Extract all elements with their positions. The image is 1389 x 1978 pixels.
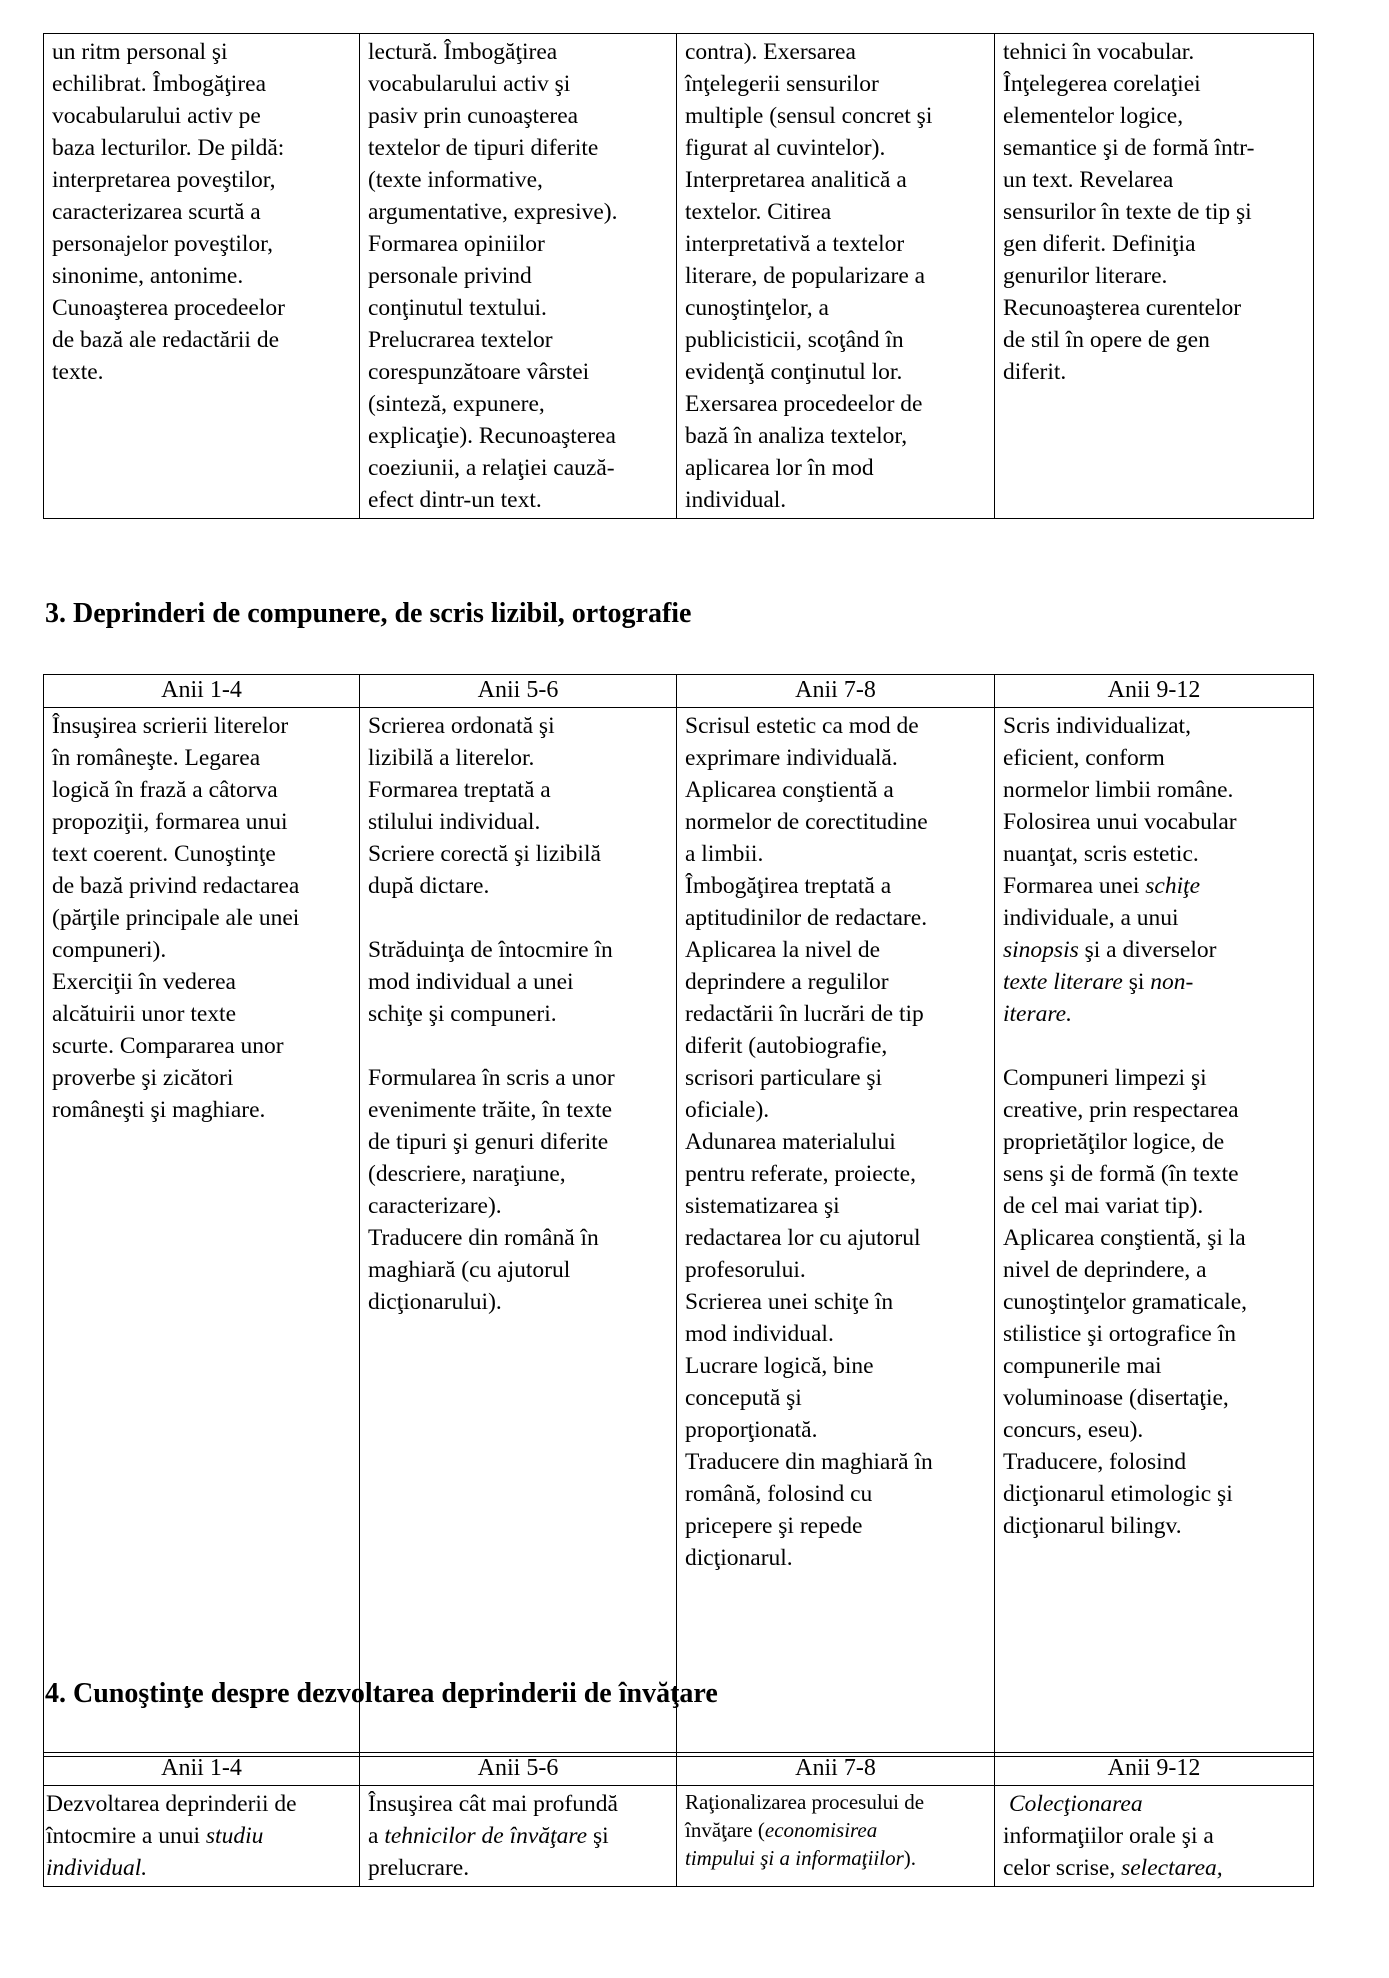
table-continuation	[43, 33, 1314, 519]
text-line: româneşti şi maghiare.	[52, 1097, 266, 1123]
text-line: dicţionarului).	[368, 1289, 502, 1315]
table-cell	[995, 708, 1314, 1757]
text-line: (sinteză, expunere,	[368, 391, 545, 417]
text-fragment: şi a diverselor	[1078, 937, 1217, 963]
text-line: Traducere din maghiară în	[685, 1449, 933, 1475]
table-cell	[995, 34, 1314, 519]
text-line: individual.	[685, 487, 787, 513]
text-line: pricepere şi repede	[685, 1513, 863, 1539]
text-line: Scrierea ordonată şi	[368, 713, 555, 739]
text-line: pasiv prin cunoaşterea	[368, 103, 579, 129]
text-line: Înţelegerea corelaţiei	[1003, 71, 1201, 97]
text-line: oficiale).	[685, 1097, 770, 1123]
text-line: Compuneri limpezi şi	[1003, 1065, 1207, 1091]
text-line: coeziunii, a relaţiei cauză-	[368, 455, 615, 481]
text-line: (părţile principale ale unei	[52, 905, 300, 931]
paragraph	[368, 710, 670, 902]
text-line: diferit.	[1003, 359, 1067, 385]
column-header: Anii 7-8	[677, 1753, 995, 1786]
text-line: de cel mai variat tip).	[1003, 1193, 1204, 1219]
text-line: Formarea opiniilor	[368, 231, 545, 257]
table-cell	[995, 1786, 1314, 1887]
text-line: personale privind	[368, 263, 532, 289]
table-cell	[360, 1786, 677, 1887]
text-line: dicţionarul bilingv.	[1003, 1513, 1182, 1539]
italic-term: selectarea,	[1121, 1855, 1223, 1881]
table-row	[44, 1786, 1314, 1887]
text-line: Traducere din română în	[368, 1225, 599, 1251]
text-line: texte.	[52, 359, 104, 385]
text-fragment: întocmire a unui	[46, 1823, 206, 1849]
text-line: caracterizare).	[368, 1193, 502, 1219]
text-line: scrisori particulare şi	[685, 1065, 883, 1091]
text-line: personajelor poveştilor,	[52, 231, 273, 257]
text-line	[1003, 870, 1307, 902]
text-line: elementelor logice,	[1003, 103, 1184, 129]
text-line: de bază ale redactării de	[52, 327, 280, 353]
column-header: Anii 7-8	[677, 675, 995, 708]
cell-text	[360, 708, 676, 1320]
text-line: normelor de corectitudine	[685, 809, 928, 835]
column-header: Anii 9-12	[995, 675, 1314, 708]
section-heading: 3. Deprinderi de compunere, de scris lizibil, ortografie	[45, 598, 692, 629]
text-line: dicţionarul.	[685, 1545, 793, 1571]
cell-text	[995, 34, 1313, 390]
table-header-row	[44, 675, 1314, 708]
text-line: Străduinţa de întocmire în	[368, 937, 613, 963]
text-line: pentru referate, proiecte,	[685, 1161, 916, 1187]
text-fragment: şi	[1122, 969, 1151, 995]
table-cell	[44, 1786, 360, 1887]
text-fragment: celor scrise,	[1003, 1855, 1122, 1881]
text-line: Adunarea materialului	[685, 1129, 896, 1155]
table-cell	[360, 708, 677, 1757]
text-line: tehnici în vocabular.	[1003, 39, 1195, 65]
text-line: compuneri).	[52, 937, 167, 963]
text-line: stilului individual.	[368, 809, 541, 835]
italic-term: individual.	[46, 1855, 148, 1881]
text-line: text coerent. Cunoştinţe	[52, 841, 276, 867]
table-section-3	[43, 674, 1314, 1757]
text-line: textelor. Citirea	[685, 199, 832, 225]
text-line	[1003, 1852, 1307, 1884]
text-line: profesorului.	[685, 1257, 806, 1283]
text-line: concurs, eseu).	[1003, 1417, 1144, 1443]
italic-term: economisirea	[764, 1818, 878, 1842]
text-line: eficient, conform	[1003, 745, 1165, 771]
italic-term: studiu	[205, 1823, 264, 1849]
text-line: română, folosind cu	[685, 1481, 873, 1507]
text-line: Dezvoltarea deprinderii de	[46, 1791, 297, 1817]
text-line: multiple (sensul concret şi	[685, 103, 933, 129]
text-line: conţinutul textului.	[368, 295, 547, 321]
text-line: un ritm personal şi	[52, 39, 228, 65]
text-line: compunerile mai	[1003, 1353, 1162, 1379]
cell-text	[677, 708, 994, 1576]
column-header: Anii 9-12	[995, 1753, 1314, 1786]
cell-text	[360, 1786, 676, 1886]
text-line: de stil în opere de gen	[1003, 327, 1210, 353]
text-line: de tipuri şi genuri diferite	[368, 1129, 609, 1155]
italic-term: sinopsis	[1003, 937, 1079, 963]
text-fragment: Formarea unei	[1003, 873, 1146, 899]
text-line: corespunzătoare vârstei	[368, 359, 590, 385]
text-line: lizibilă a literelor.	[368, 745, 535, 771]
text-line: vocabularului activ şi	[368, 71, 571, 97]
table-cell	[44, 34, 360, 519]
text-line: Formularea în scris a unor	[368, 1065, 615, 1091]
text-line: Folosirea unui vocabular	[1003, 809, 1237, 835]
text-line: Exerciţii în vederea	[52, 969, 236, 995]
text-line: creative, prin respectarea	[1003, 1097, 1239, 1123]
text-line: stilistice şi ortografice în	[1003, 1321, 1236, 1347]
text-line	[368, 1820, 670, 1852]
text-line: un text. Revelarea	[1003, 167, 1174, 193]
cell-text	[44, 1786, 359, 1886]
text-line: propoziţii, formarea unui	[52, 809, 288, 835]
text-line: sinonime, antonime.	[52, 263, 244, 289]
text-line: de bază privind redactarea	[52, 873, 300, 899]
text-line: evenimente trăite, în texte	[368, 1097, 613, 1123]
table-row	[44, 34, 1314, 519]
text-line: Scriere corectă şi lizibilă	[368, 841, 601, 867]
cell-text	[677, 1786, 994, 1874]
italic-term: iterare.	[1003, 1001, 1072, 1027]
table-cell	[44, 708, 360, 1757]
text-line: alcătuirii unor texte	[52, 1001, 237, 1027]
text-line: baza lecturilor. De pildă:	[52, 135, 285, 161]
text-line: deprindere a regulilor	[685, 969, 889, 995]
italic-term: tehnicilor de învăţare	[384, 1823, 588, 1849]
text-line: nivel de deprindere, a	[1003, 1257, 1207, 1283]
text-line: Traducere, folosind	[1003, 1449, 1187, 1475]
text-line: a limbii.	[685, 841, 764, 867]
text-line: literare, de popularizare a	[685, 263, 926, 289]
text-line: (descriere, naraţiune,	[368, 1161, 566, 1187]
text-line: contra). Exersarea	[685, 39, 856, 65]
text-line: schiţe şi compuneri.	[368, 1001, 557, 1027]
table-cell	[677, 1786, 995, 1887]
text-line: Aplicarea conştientă a	[685, 777, 894, 803]
text-line: textelor de tipuri diferite	[368, 135, 599, 161]
table-cell	[677, 34, 995, 519]
text-line: Recunoaşterea curentelor	[1003, 295, 1242, 321]
table-section-4	[43, 1752, 1314, 1887]
text-line: efect dintr-un text.	[368, 487, 542, 513]
text-line: Aplicarea la nivel de	[685, 937, 881, 963]
text-line: mod individual a unei	[368, 969, 574, 995]
text-line: diferit (autobiografie,	[685, 1033, 888, 1059]
text-line: cunoştinţelor, a	[685, 295, 829, 321]
text-line: normelor limbii române.	[1003, 777, 1234, 803]
text-line: sens şi de formă (în texte	[1003, 1161, 1239, 1187]
text-line: Îmbogăţirea treptată a	[685, 873, 892, 899]
text-line: înţelegerii sensurilor	[685, 71, 879, 97]
text-line: logică în frază a câtorva	[52, 777, 278, 803]
text-line: explicaţie). Recunoaşterea	[368, 423, 616, 449]
section-heading: 4. Cunoştinţe despre dezvoltarea deprinderii de învăţare	[45, 1678, 718, 1709]
column-header: Anii 1-4	[44, 1753, 360, 1786]
text-line: evidenţă conţinutul lor.	[685, 359, 903, 385]
italic-term: texte literare	[1003, 969, 1123, 995]
text-line	[1003, 934, 1307, 966]
italic-term: timpului şi a informaţiilor	[685, 1846, 904, 1870]
text-line: lectură. Îmbogăţirea	[368, 39, 558, 65]
text-line: scurte. Compararea unor	[52, 1033, 284, 1059]
text-line: proprietăţilor logice, de	[1003, 1129, 1225, 1155]
text-line: interpretarea poveştilor,	[52, 167, 276, 193]
text-line: argumentative, expresive).	[368, 199, 618, 225]
column-header: Anii 5-6	[360, 675, 677, 708]
text-line: Scrierea unei schiţe în	[685, 1289, 894, 1315]
text-fragment: ).	[903, 1846, 917, 1870]
text-line: dicţionarul etimologic şi	[1003, 1481, 1233, 1507]
table-row	[44, 708, 1314, 1757]
table-header-row	[44, 1753, 1314, 1786]
table-cell	[677, 708, 995, 1757]
text-line: Formarea treptată a	[368, 777, 551, 803]
column-header: Anii 1-4	[44, 675, 360, 708]
text-line	[685, 1844, 988, 1872]
text-line: semantice şi de formă într-	[1003, 135, 1255, 161]
text-line: proverbe şi zicători	[52, 1065, 234, 1091]
text-line: caracterizarea scurtă a	[52, 199, 261, 225]
text-line: voluminoase (disertaţie,	[1003, 1385, 1229, 1411]
italic-term: Colecţionarea	[1009, 1791, 1143, 1817]
text-line: în româneşte. Legarea	[52, 745, 261, 771]
text-line: mod individual.	[685, 1321, 834, 1347]
text-line: redactării în lucrări de tip	[685, 1001, 924, 1027]
text-line: Însuşirea cât mai profundă	[368, 1791, 618, 1817]
text-line: Cunoaşterea procedeelor	[52, 295, 285, 321]
text-line: Aplicarea conştientă, şi la	[1003, 1225, 1246, 1251]
text-line: Scris individualizat,	[1003, 713, 1191, 739]
text-line: aplicarea lor în mod	[685, 455, 874, 481]
text-line: concepută şi	[685, 1385, 802, 1411]
cell-text	[995, 708, 1313, 1544]
text-line: figurat al cuvintelor).	[685, 135, 886, 161]
text-line: publicisticii, scoţând în	[685, 327, 904, 353]
text-line	[685, 1816, 988, 1844]
text-fragment: şi	[587, 1823, 609, 1849]
cell-text	[44, 708, 359, 1128]
text-line: informaţiilor orale şi a	[1003, 1823, 1214, 1849]
text-line: Interpretarea analitică a	[685, 167, 907, 193]
cell-text	[995, 1786, 1313, 1886]
text-fragment: învăţare (	[685, 1818, 765, 1842]
text-line: echilibrat. Îmbogăţirea	[52, 71, 267, 97]
italic-term: schiţe	[1145, 873, 1201, 899]
italic-term: non-	[1150, 969, 1194, 995]
text-line: aptitudinilor de redactare.	[685, 905, 928, 931]
text-line: (texte informative,	[368, 167, 543, 193]
text-line: sistematizarea şi	[685, 1193, 840, 1219]
paragraph	[368, 1062, 670, 1318]
text-line: gen diferit. Definiţia	[1003, 231, 1196, 257]
text-line: Însuşirea scrierii literelor	[52, 713, 289, 739]
column-header: Anii 5-6	[360, 1753, 677, 1786]
paragraph	[1003, 1062, 1307, 1542]
text-line: Exersarea procedeelor de	[685, 391, 923, 417]
text-line: nuanţat, scris estetic.	[1003, 841, 1199, 867]
cell-text	[360, 34, 676, 518]
text-line	[46, 1820, 353, 1852]
table-cell	[360, 34, 677, 519]
text-line: Prelucrarea textelor	[368, 327, 553, 353]
text-line: redactarea lor cu ajutorul	[685, 1225, 921, 1251]
text-line: vocabularului activ pe	[52, 103, 261, 129]
text-line: după dictare.	[368, 873, 490, 899]
cell-text	[677, 34, 994, 518]
text-line: cunoştinţelor gramaticale,	[1003, 1289, 1248, 1315]
text-fragment: a	[368, 1823, 385, 1849]
text-line: proporţionată.	[685, 1417, 818, 1443]
cell-text	[44, 34, 359, 390]
text-line: Scrisul estetic ca mod de	[685, 713, 919, 739]
text-line: Lucrare logică, bine	[685, 1353, 874, 1379]
text-line: interpretativă a textelor	[685, 231, 905, 257]
text-line: genurilor literare.	[1003, 263, 1168, 289]
text-line: bază în analiza textelor,	[685, 423, 908, 449]
text-line: exprimare individuală.	[685, 745, 898, 771]
text-line: sensurilor în texte de tip şi	[1003, 199, 1252, 225]
text-line: Raţionalizarea procesului de	[685, 1790, 925, 1814]
paragraph	[368, 934, 670, 1030]
text-line	[1003, 966, 1307, 998]
text-line: maghiară (cu ajutorul	[368, 1257, 571, 1283]
text-line: prelucrare.	[368, 1855, 470, 1881]
text-line: individuale, a unui	[1003, 905, 1179, 931]
